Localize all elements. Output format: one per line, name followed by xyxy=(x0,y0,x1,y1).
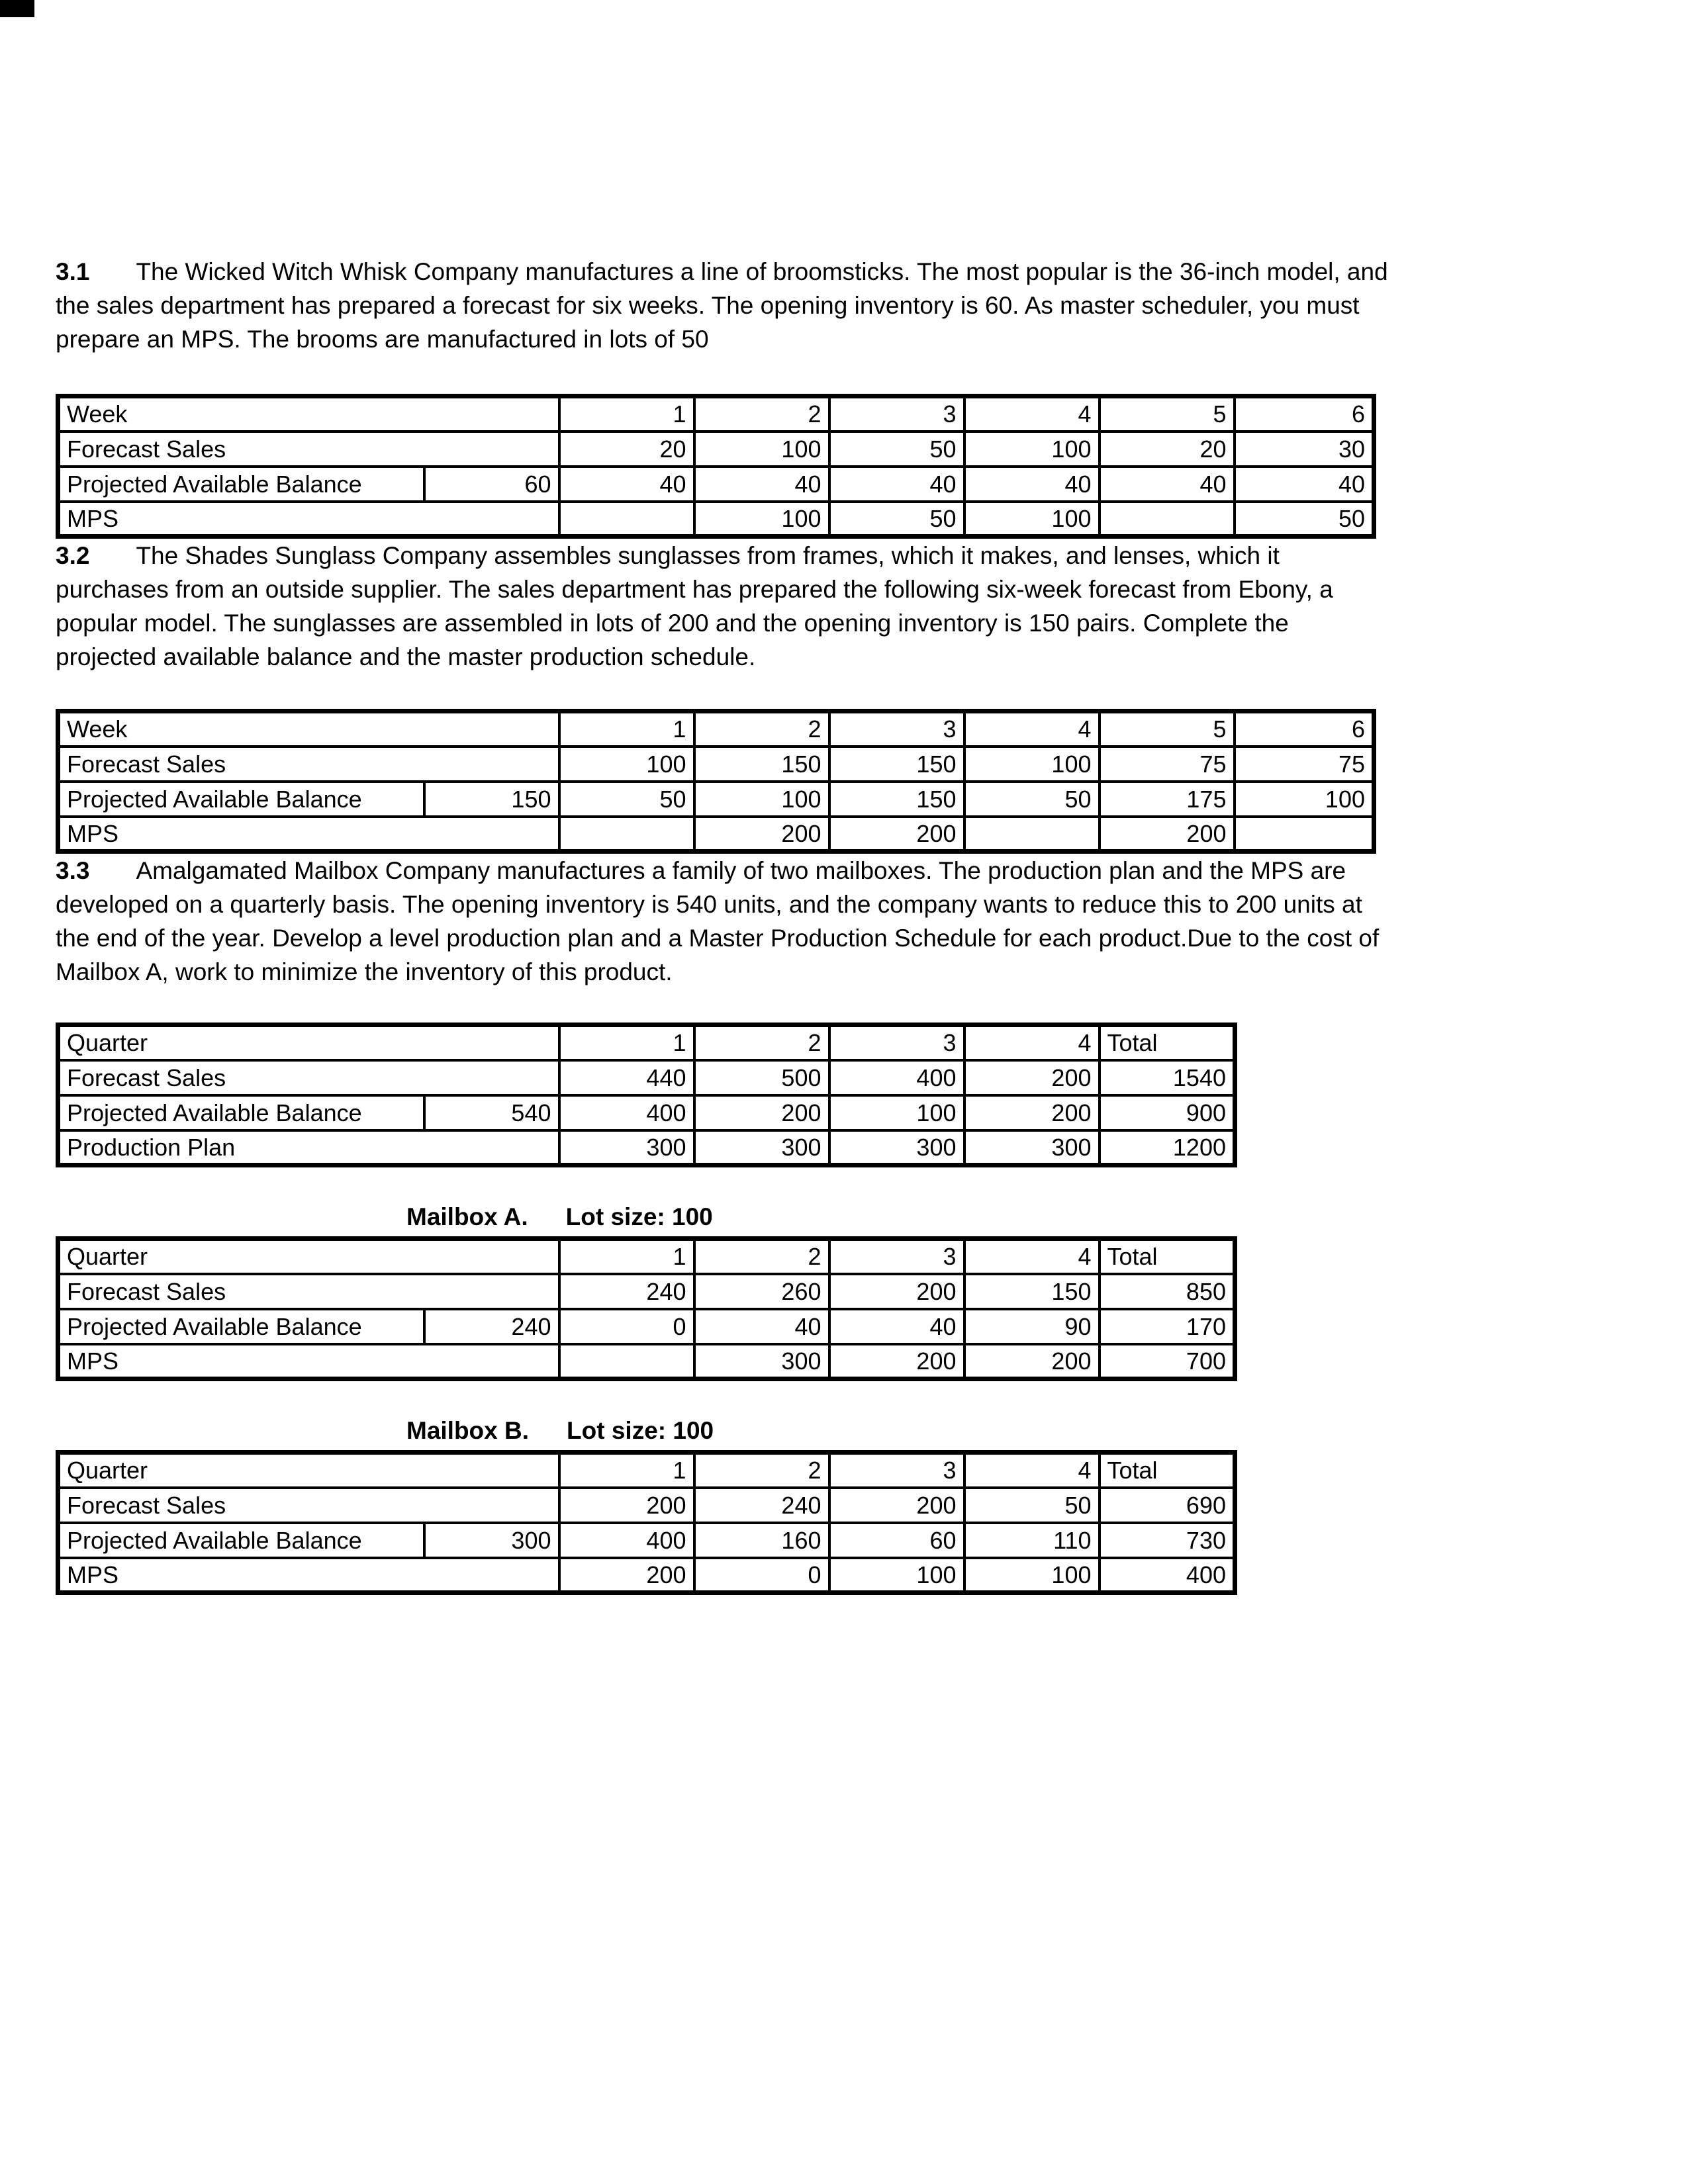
value-cell: 150 xyxy=(829,782,964,817)
value-cell: 200 xyxy=(559,1488,694,1523)
value-cell: 100 xyxy=(559,747,694,782)
value-cell: 5 xyxy=(1100,396,1235,432)
mps-table-3-2 xyxy=(56,709,1376,854)
problem-number-3-2: 3.2 xyxy=(56,542,90,569)
table-row xyxy=(58,747,1374,782)
value-cell: 40 xyxy=(964,467,1100,502)
value-cell: 40 xyxy=(829,467,964,502)
value-cell: 850 xyxy=(1100,1274,1235,1309)
value-cell: 1 xyxy=(559,1453,694,1488)
row-label: Forecast Sales xyxy=(58,1060,559,1095)
value-cell xyxy=(559,502,694,537)
problem-statement-3-2 xyxy=(56,539,1389,674)
value-cell: 690 xyxy=(1100,1488,1235,1523)
value-cell: 6 xyxy=(1235,396,1374,432)
row-label: Quarter xyxy=(58,1025,559,1060)
value-cell: 300 xyxy=(694,1130,829,1165)
value-cell: 260 xyxy=(694,1274,829,1309)
value-cell: 200 xyxy=(559,1558,694,1593)
value-cell: 150 xyxy=(694,747,829,782)
value-cell: Total xyxy=(1100,1239,1235,1274)
value-cell: 200 xyxy=(964,1344,1100,1379)
value-cell: 100 xyxy=(694,782,829,817)
value-cell: 50 xyxy=(964,782,1100,817)
value-cell: 3 xyxy=(829,396,964,432)
value-cell: 150 xyxy=(964,1274,1100,1309)
value-cell: 100 xyxy=(829,1095,964,1130)
row-label: Forecast Sales xyxy=(58,1488,559,1523)
opening-balance-cell: 240 xyxy=(424,1309,559,1344)
value-cell: 200 xyxy=(1100,817,1235,852)
value-cell: 30 xyxy=(1235,432,1374,467)
value-cell: 4 xyxy=(964,1025,1100,1060)
value-cell: 1540 xyxy=(1100,1060,1235,1095)
value-cell: 100 xyxy=(694,432,829,467)
value-cell: 110 xyxy=(964,1523,1100,1558)
value-cell: 50 xyxy=(829,432,964,467)
value-cell: 200 xyxy=(829,1488,964,1523)
value-cell: 5 xyxy=(1100,711,1235,747)
value-cell: 0 xyxy=(694,1558,829,1593)
value-cell: 40 xyxy=(829,1309,964,1344)
value-cell: 500 xyxy=(694,1060,829,1095)
mailbox-b-mps-table xyxy=(56,1450,1237,1595)
value-cell: 200 xyxy=(829,1344,964,1379)
mailbox-a-title: Mailbox A. xyxy=(406,1203,528,1230)
value-cell: 300 xyxy=(694,1344,829,1379)
table-row xyxy=(58,782,1374,817)
production-plan-table-slot xyxy=(56,1023,1389,1167)
row-label: Week xyxy=(58,396,559,432)
row-label: Forecast Sales xyxy=(58,1274,559,1309)
value-cell: 50 xyxy=(559,782,694,817)
opening-balance-cell: 540 xyxy=(424,1095,559,1130)
table-row xyxy=(58,432,1374,467)
row-label: Projected Available Balance xyxy=(58,1309,424,1344)
value-cell: 6 xyxy=(1235,711,1374,747)
value-cell: 4 xyxy=(964,1453,1100,1488)
page-content xyxy=(56,255,1389,1595)
mps-table-3-2-slot xyxy=(56,709,1389,854)
value-cell: 40 xyxy=(694,1309,829,1344)
row-label: Production Plan xyxy=(58,1130,559,1165)
mailbox-a-mps-table xyxy=(56,1236,1237,1381)
value-cell: 1 xyxy=(559,1239,694,1274)
mailbox-a-heading xyxy=(406,1202,1389,1232)
row-label: Projected Available Balance xyxy=(58,467,424,502)
problem-text-3-1: The Wicked Witch Whisk Company manufactures a line of broomsticks. The most popular is the 36-inch model, and the sales department has prepared a forecast for six weeks. The opening inventory is 60. As master scheduler, you must prepare an MPS. The brooms are manufactured in lots of 50 xyxy=(56,258,1388,353)
value-cell: 40 xyxy=(1100,467,1235,502)
value-cell: 200 xyxy=(964,1060,1100,1095)
value-cell: 100 xyxy=(694,502,829,537)
value-cell: 50 xyxy=(829,502,964,537)
problem-number-3-3: 3.3 xyxy=(56,857,90,884)
row-label: Quarter xyxy=(58,1239,559,1274)
table-row xyxy=(58,1274,1235,1309)
value-cell: 150 xyxy=(829,747,964,782)
value-cell: 40 xyxy=(1235,467,1374,502)
scan-artifact-mark xyxy=(0,0,34,17)
value-cell: 0 xyxy=(559,1309,694,1344)
mailbox-b-title: Mailbox B. xyxy=(406,1417,530,1444)
table-row xyxy=(58,396,1374,432)
value-cell: 240 xyxy=(694,1488,829,1523)
value-cell: 175 xyxy=(1100,782,1235,817)
value-cell: 200 xyxy=(694,817,829,852)
problem-statement-3-3 xyxy=(56,854,1389,989)
production-plan-table-3-3 xyxy=(56,1023,1237,1167)
value-cell: 440 xyxy=(559,1060,694,1095)
value-cell: 730 xyxy=(1100,1523,1235,1558)
table-row xyxy=(58,467,1374,502)
value-cell: 3 xyxy=(829,711,964,747)
value-cell xyxy=(964,817,1100,852)
value-cell: 900 xyxy=(1100,1095,1235,1130)
value-cell: 2 xyxy=(694,1025,829,1060)
value-cell: 200 xyxy=(694,1095,829,1130)
value-cell: 3 xyxy=(829,1025,964,1060)
value-cell: 1 xyxy=(559,396,694,432)
value-cell: 100 xyxy=(829,1558,964,1593)
value-cell: 4 xyxy=(964,396,1100,432)
mps-table-3-1 xyxy=(56,394,1376,539)
opening-balance-cell: 300 xyxy=(424,1523,559,1558)
value-cell: 200 xyxy=(829,1274,964,1309)
value-cell: 3 xyxy=(829,1239,964,1274)
table-row xyxy=(58,1488,1235,1523)
value-cell: 100 xyxy=(964,1558,1100,1593)
value-cell: 1 xyxy=(559,1025,694,1060)
value-cell: 700 xyxy=(1100,1344,1235,1379)
row-label: MPS xyxy=(58,1558,559,1593)
value-cell: 400 xyxy=(1100,1558,1235,1593)
value-cell: 400 xyxy=(829,1060,964,1095)
value-cell: 300 xyxy=(559,1130,694,1165)
value-cell xyxy=(559,1344,694,1379)
table-row xyxy=(58,1344,1235,1379)
mailbox-a-lot-size: Lot size: 100 xyxy=(565,1203,713,1230)
value-cell: 2 xyxy=(694,1239,829,1274)
table-row xyxy=(58,1025,1235,1060)
value-cell: 3 xyxy=(829,1453,964,1488)
value-cell: 20 xyxy=(559,432,694,467)
value-cell: Total xyxy=(1100,1453,1235,1488)
value-cell xyxy=(1235,817,1374,852)
value-cell: 300 xyxy=(964,1130,1100,1165)
value-cell: 1 xyxy=(559,711,694,747)
row-label: Forecast Sales xyxy=(58,747,559,782)
value-cell xyxy=(559,817,694,852)
value-cell: 90 xyxy=(964,1309,1100,1344)
mailbox-b-heading xyxy=(406,1416,1389,1445)
value-cell: 4 xyxy=(964,1239,1100,1274)
value-cell: 4 xyxy=(964,711,1100,747)
value-cell: 2 xyxy=(694,396,829,432)
table-row xyxy=(58,502,1374,537)
value-cell: 75 xyxy=(1235,747,1374,782)
table-row xyxy=(58,1060,1235,1095)
row-label: MPS xyxy=(58,1344,559,1379)
value-cell: 100 xyxy=(1235,782,1374,817)
opening-balance-cell: 60 xyxy=(424,467,559,502)
value-cell: 170 xyxy=(1100,1309,1235,1344)
value-cell: 240 xyxy=(559,1274,694,1309)
value-cell: 20 xyxy=(1100,432,1235,467)
problem-text-3-2: The Shades Sunglass Company assembles sunglasses from frames, which it makes, and lenses, which it purchases from an outside supplier. The sales department has prepared the following six-week forecast from Ebony, a popular model. The sunglasses are assembled in lots of 200 and the opening inventory is 150 pairs. Complete the projected available balance and the master production schedule. xyxy=(56,542,1333,670)
table-row xyxy=(58,1309,1235,1344)
value-cell: 40 xyxy=(694,467,829,502)
value-cell: 75 xyxy=(1100,747,1235,782)
row-label: Week xyxy=(58,711,559,747)
table-row xyxy=(58,1095,1235,1130)
value-cell: 50 xyxy=(1235,502,1374,537)
value-cell: 2 xyxy=(694,1453,829,1488)
problem-text-3-3: Amalgamated Mailbox Company manufactures a family of two mailboxes. The production plan and the MPS are developed on a quarterly basis. The opening inventory is 540 units, and the company wants to reduce this to 200 units at the end of the year. Develop a level production plan and a Master Production Schedule for each product.Due to the cost of Mailbox A, work to minimize the inventory of this product. xyxy=(56,857,1380,985)
row-label: Quarter xyxy=(58,1453,559,1488)
value-cell: 100 xyxy=(964,747,1100,782)
table-row xyxy=(58,711,1374,747)
mailbox-b-table-slot xyxy=(56,1450,1389,1595)
table-row xyxy=(58,1130,1235,1165)
value-cell: 300 xyxy=(829,1130,964,1165)
value-cell xyxy=(1100,502,1235,537)
table-row xyxy=(58,1239,1235,1274)
value-cell: 40 xyxy=(559,467,694,502)
value-cell: 160 xyxy=(694,1523,829,1558)
row-label: Projected Available Balance xyxy=(58,1095,424,1130)
value-cell: Total xyxy=(1100,1025,1235,1060)
row-label: MPS xyxy=(58,502,559,537)
row-label: Projected Available Balance xyxy=(58,1523,424,1558)
problem-number-3-1: 3.1 xyxy=(56,258,90,285)
value-cell: 2 xyxy=(694,711,829,747)
mailbox-b-lot-size: Lot size: 100 xyxy=(567,1417,714,1444)
value-cell: 1200 xyxy=(1100,1130,1235,1165)
value-cell: 200 xyxy=(964,1095,1100,1130)
value-cell: 400 xyxy=(559,1095,694,1130)
value-cell: 50 xyxy=(964,1488,1100,1523)
table-row xyxy=(58,1558,1235,1593)
table-row xyxy=(58,1523,1235,1558)
row-label: MPS xyxy=(58,817,559,852)
mps-table-3-1-slot xyxy=(56,394,1389,539)
problem-statement-3-1 xyxy=(56,255,1389,356)
row-label: Projected Available Balance xyxy=(58,782,424,817)
table-row xyxy=(58,1453,1235,1488)
value-cell: 100 xyxy=(964,502,1100,537)
table-row xyxy=(58,817,1374,852)
value-cell: 100 xyxy=(964,432,1100,467)
mailbox-a-table-slot xyxy=(56,1236,1389,1381)
row-label: Forecast Sales xyxy=(58,432,559,467)
value-cell: 200 xyxy=(829,817,964,852)
value-cell: 60 xyxy=(829,1523,964,1558)
value-cell: 400 xyxy=(559,1523,694,1558)
opening-balance-cell: 150 xyxy=(424,782,559,817)
